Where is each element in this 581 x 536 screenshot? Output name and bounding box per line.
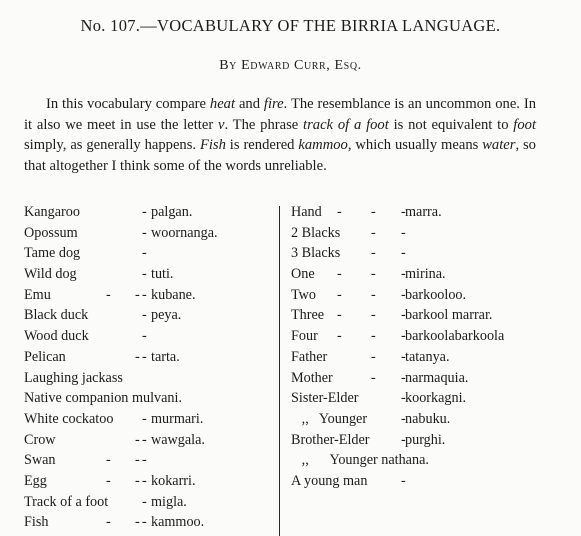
leader-dash: - (142, 410, 147, 427)
leader-dash: - (371, 307, 376, 324)
intro-italic-v: v (218, 116, 225, 133)
native-word: migla. (151, 493, 187, 510)
native-word: barkooloo. (405, 286, 467, 303)
native-word: barkoolabarkoola (405, 328, 505, 345)
intro-italic-track: track of a foot (303, 116, 389, 133)
leader-dash: - (401, 369, 406, 386)
vocab-row (291, 430, 576, 451)
intro-text: , which usually means (347, 137, 483, 153)
vocab-row (24, 202, 276, 223)
intro-text: , so that altogether I think some of the words unreliable. (24, 137, 536, 174)
leader-dash: - (401, 204, 406, 220)
leader-dash: - (142, 452, 147, 469)
author-byline: By Edward Curr, Esq. (219, 58, 362, 73)
vocab-row (24, 512, 276, 533)
vocab-row (291, 243, 576, 264)
leader-dash: - (337, 266, 342, 283)
native-word: tuti. (151, 266, 174, 283)
native-word: peya. (151, 307, 182, 324)
intro-italic-water: water (482, 137, 516, 153)
intro-paragraph (24, 94, 536, 176)
english-word: ,, Younger (291, 410, 368, 427)
leader-dash: - (142, 266, 147, 283)
leader-dash: - (142, 307, 147, 324)
leader-dash: - (142, 348, 147, 365)
leader-dash: - (371, 266, 376, 283)
vocab-row (24, 450, 276, 471)
leader-dash: - (401, 390, 406, 407)
vocab-row (24, 264, 276, 285)
english-word: Wood duck (24, 328, 89, 345)
english-word: Kangaroo (24, 204, 80, 220)
native-word: nabuku. (405, 410, 451, 427)
leader-dash: - (401, 286, 406, 303)
vocab-row (24, 347, 276, 368)
english-word: Tame dog (24, 245, 81, 262)
native-word: narmaquia. (405, 369, 469, 386)
leader-dash: - (401, 348, 406, 365)
english-word: Brother-Elder (291, 431, 370, 448)
english-word: Emu (24, 286, 51, 303)
leader-dash: - (337, 204, 342, 220)
english-word: Three (291, 307, 325, 324)
english-word: Mother (291, 369, 333, 386)
leader-dash: - (142, 286, 147, 303)
vocab-row (291, 285, 576, 306)
leader-dash: - (371, 204, 376, 220)
native-word: koorkagni. (405, 390, 467, 407)
leader-dash: - (371, 328, 376, 345)
english-word: Egg (24, 472, 47, 489)
english-word: Opossum (24, 224, 78, 241)
leader-dash: - (142, 472, 147, 489)
english-word: Crow (24, 431, 56, 448)
intro-text: . The resemblance is an uncommon one. In it also we meet in use the letter (24, 96, 536, 133)
page-title: No. 107.—VOCABULARY OF THE BIRRIA LANGUAGE. (80, 16, 501, 35)
leader-dash: - (135, 472, 140, 489)
vocab-row (24, 243, 276, 264)
vocab-row (291, 326, 576, 347)
native-word: kubane. (151, 286, 196, 303)
vocab-row (291, 388, 576, 409)
leader-dash: - (401, 472, 406, 489)
leader-dash: - (401, 328, 406, 345)
vocab-row (24, 223, 276, 244)
leader-dash: - (135, 452, 140, 469)
vocab-row (24, 326, 276, 347)
english-word: Wild dog (24, 266, 77, 283)
english-word: ,, Younger nathana. (291, 452, 429, 469)
english-word: White cockatoo (24, 410, 114, 427)
vocab-row (291, 305, 576, 326)
leader-dash: - (337, 307, 342, 324)
leader-dash: - (135, 431, 140, 448)
leader-dash: - (401, 431, 406, 448)
vocab-row (291, 202, 576, 223)
leader-dash: - (142, 514, 147, 531)
english-word: Swan (24, 452, 56, 469)
leader-dash: - (337, 286, 342, 303)
leader-dash: - (401, 410, 406, 427)
native-word: kammoo. (151, 514, 205, 531)
leader-dash: - (142, 224, 147, 241)
vocab-row (291, 368, 576, 389)
intro-italic-fire: fire (263, 96, 284, 112)
native-word: barkool marrar. (405, 307, 493, 324)
leader-dash: - (142, 328, 147, 345)
leader-dash: - (142, 493, 147, 510)
intro-text: is not equivalent to (388, 116, 514, 133)
intro-text: simply, as generally happens. (24, 137, 200, 153)
intro-italic-kammoo: kammoo (298, 137, 348, 153)
leader-dash: - (401, 245, 406, 262)
english-word: Laughing jackass (24, 369, 123, 386)
intro-text: and (235, 96, 264, 112)
english-word: Pelican (24, 348, 66, 365)
leader-dash: - (135, 514, 140, 531)
leader-dash: - (337, 328, 342, 345)
vocab-row (24, 430, 276, 451)
leader-dash: - (135, 286, 140, 303)
leader-dash: - (106, 286, 111, 303)
english-word: Fish (24, 514, 49, 531)
vocab-row (291, 471, 576, 492)
leader-dash: - (106, 472, 111, 489)
english-word: Hand (291, 204, 322, 220)
native-word: tarta. (151, 348, 180, 365)
intro-italic-heat: heat (209, 96, 236, 112)
native-word: purghi. (405, 431, 446, 448)
english-word: Four (291, 328, 318, 345)
english-word: Two (291, 286, 317, 303)
vocab-row (24, 388, 276, 409)
english-word: 3 Blacks (291, 245, 341, 262)
english-word: 2 Blacks (291, 224, 341, 241)
leader-dash: - (142, 431, 147, 448)
vocab-row (291, 347, 576, 368)
leader-dash: - (371, 348, 376, 365)
native-word: palgan. (151, 204, 193, 220)
english-word: Sister-Elder (291, 390, 359, 407)
vocab-row (291, 264, 576, 285)
native-word: marra. (405, 204, 442, 220)
vocab-row (24, 409, 276, 430)
intro-italic-foot: foot (513, 116, 536, 133)
vocab-row (24, 285, 276, 306)
vocab-row (24, 368, 276, 389)
vocab-row (291, 223, 576, 244)
leader-dash: - (371, 224, 376, 241)
english-word: One (291, 266, 315, 283)
vocab-column-left (24, 202, 276, 533)
vocab-row (291, 450, 576, 471)
english-word: Father (291, 348, 328, 365)
vocab-row (24, 305, 276, 326)
leader-dash: - (106, 452, 111, 469)
english-word: A young man (291, 472, 368, 489)
english-word: Track of a foot (24, 493, 109, 510)
leader-dash: - (142, 245, 147, 262)
leader-dash: - (142, 204, 147, 220)
intro-text: In this vocabulary compare (46, 96, 210, 112)
intro-text: is rendered (225, 137, 299, 153)
leader-dash: - (401, 266, 406, 283)
column-divider (279, 206, 280, 536)
leader-dash: - (371, 286, 376, 303)
native-word: mirina. (405, 266, 446, 283)
native-word: tatanya. (405, 348, 450, 365)
leader-dash: - (371, 369, 376, 386)
native-word: murmari. (151, 410, 204, 427)
leader-dash: - (401, 307, 406, 324)
intro-italic-fish: Fish (199, 137, 226, 153)
vocab-column-right (291, 202, 576, 492)
native-word: woornanga. (151, 224, 218, 241)
native-word: kokarri. (151, 472, 196, 489)
vocab-row (24, 471, 276, 492)
native-word: wawgala. (151, 431, 205, 448)
leader-dash: - (371, 245, 376, 262)
leader-dash: - (401, 224, 406, 241)
leader-dash: - (135, 348, 140, 365)
english-word: Native companion mulvani. (24, 390, 182, 407)
leader-dash: - (106, 514, 111, 531)
intro-text: . The phrase (224, 116, 304, 133)
vocab-row (24, 492, 276, 513)
english-word: Black duck (24, 307, 89, 324)
vocab-row (291, 409, 576, 430)
